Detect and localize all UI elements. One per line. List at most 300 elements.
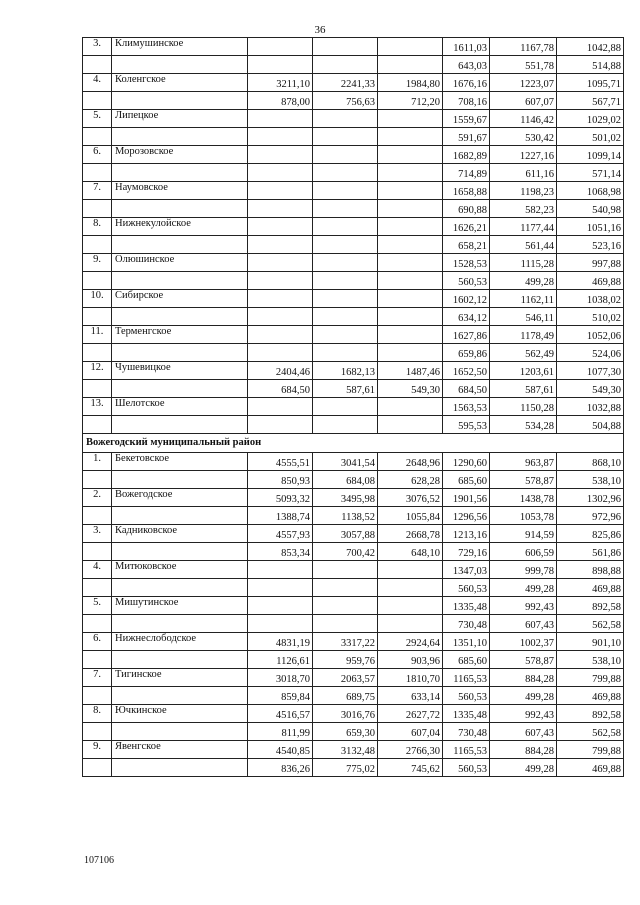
row-number: 7. [83,182,112,200]
value-cell: 1032,88 [557,398,624,416]
value-cell: 1438,78 [490,489,557,507]
value-cell: 684,50 [443,380,490,398]
value-cell: 1302,96 [557,489,624,507]
empty-cell [112,759,248,777]
value-cell: 730,48 [443,723,490,741]
empty-cell [83,651,112,669]
value-cell: 1627,86 [443,326,490,344]
value-cell: 1178,49 [490,326,557,344]
table-row [83,615,624,633]
row-number: 6. [83,146,112,164]
value-cell: 2924,64 [378,633,443,651]
empty-cell [83,164,112,182]
value-cell: 2668,78 [378,525,443,543]
value-cell: 799,88 [557,669,624,687]
table-row [83,308,624,326]
row-number: 5. [83,597,112,615]
value-cell: 3057,88 [313,525,378,543]
value-cell: 811,99 [248,723,313,741]
value-cell [378,200,443,218]
value-cell: 3041,54 [313,453,378,471]
settlement-name: Климушинское [112,38,248,56]
empty-cell [83,344,112,362]
value-cell: 1203,61 [490,362,557,380]
value-cell: 551,78 [490,56,557,74]
value-cell: 2648,96 [378,453,443,471]
table-row [83,110,624,128]
value-cell: 562,58 [557,723,624,741]
settlement-name: Мишутинское [112,597,248,615]
value-cell: 2627,72 [378,705,443,723]
value-cell [313,561,378,579]
value-cell: 884,28 [490,741,557,759]
table-row [83,489,624,507]
value-cell: 562,49 [490,344,557,362]
value-cell: 4516,57 [248,705,313,723]
value-cell: 1227,16 [490,146,557,164]
value-cell: 1099,14 [557,146,624,164]
row-number: 9. [83,741,112,759]
value-cell [378,344,443,362]
value-cell: 1563,53 [443,398,490,416]
empty-cell [83,200,112,218]
value-cell: 658,21 [443,236,490,254]
value-cell [313,236,378,254]
settlement-name: Нижнеслободское [112,633,248,651]
value-cell: 469,88 [557,272,624,290]
value-cell: 2241,33 [313,74,378,92]
value-cell: 745,62 [378,759,443,777]
value-cell [313,416,378,434]
value-cell: 659,86 [443,344,490,362]
settlement-name: Нижнекулойское [112,218,248,236]
value-cell: 534,28 [490,416,557,434]
table-row [83,651,624,669]
value-cell: 708,16 [443,92,490,110]
value-cell: 582,23 [490,200,557,218]
value-cell: 501,02 [557,128,624,146]
empty-cell [112,579,248,597]
tariff-table [82,37,624,777]
value-cell: 972,96 [557,507,624,525]
table-row [83,561,624,579]
table-row [83,56,624,74]
value-cell: 549,30 [378,380,443,398]
value-cell: 685,60 [443,471,490,489]
row-number: 3. [83,38,112,56]
table-section-bottom [83,453,624,777]
value-cell: 628,28 [378,471,443,489]
value-cell: 633,14 [378,687,443,705]
value-cell [313,200,378,218]
value-cell [313,272,378,290]
value-cell: 607,43 [490,615,557,633]
table-row [83,254,624,272]
settlement-name: Олюшинское [112,254,248,272]
value-cell: 775,02 [313,759,378,777]
value-cell: 1487,46 [378,362,443,380]
table-row [83,741,624,759]
value-cell: 1528,53 [443,254,490,272]
empty-cell [83,92,112,110]
value-cell: 1335,48 [443,597,490,615]
value-cell: 999,78 [490,561,557,579]
row-number: 2. [83,489,112,507]
document-code: 107106 [84,855,114,866]
value-cell [248,290,313,308]
value-cell: 684,08 [313,471,378,489]
value-cell [248,128,313,146]
value-cell: 685,60 [443,651,490,669]
value-cell: 587,61 [490,380,557,398]
row-number: 12. [83,362,112,380]
value-cell [248,416,313,434]
value-cell: 868,10 [557,453,624,471]
empty-cell [112,92,248,110]
empty-cell [83,236,112,254]
value-cell [248,597,313,615]
value-cell [378,326,443,344]
value-cell: 892,58 [557,597,624,615]
value-cell: 1652,50 [443,362,490,380]
value-cell: 1611,03 [443,38,490,56]
value-cell: 1150,28 [490,398,557,416]
empty-cell [83,543,112,561]
value-cell: 1296,56 [443,507,490,525]
empty-cell [83,723,112,741]
value-cell: 853,34 [248,543,313,561]
value-cell: 1095,71 [557,74,624,92]
empty-cell [112,344,248,362]
value-cell [378,254,443,272]
table-row [83,507,624,525]
settlement-name: Шелотское [112,398,248,416]
value-cell: 1658,88 [443,182,490,200]
value-cell [378,38,443,56]
value-cell: 1068,98 [557,182,624,200]
value-cell: 530,42 [490,128,557,146]
value-cell: 1055,84 [378,507,443,525]
value-cell: 504,88 [557,416,624,434]
value-cell [248,182,313,200]
value-cell: 2766,30 [378,741,443,759]
table-section-top [83,38,624,434]
empty-cell [112,723,248,741]
value-cell [313,218,378,236]
table-row [83,74,624,92]
row-number: 4. [83,74,112,92]
settlement-name: Липецкое [112,110,248,128]
value-cell: 1165,53 [443,669,490,687]
table-row [83,272,624,290]
value-cell [248,272,313,290]
table-row [83,398,624,416]
empty-cell [83,615,112,633]
value-cell: 1676,16 [443,74,490,92]
empty-cell [112,687,248,705]
value-cell [378,416,443,434]
value-cell: 560,53 [443,759,490,777]
empty-cell [112,200,248,218]
section-row [83,434,624,453]
value-cell: 643,03 [443,56,490,74]
value-cell: 1052,06 [557,326,624,344]
value-cell: 714,89 [443,164,490,182]
value-cell: 4540,85 [248,741,313,759]
empty-cell [83,471,112,489]
empty-cell [83,416,112,434]
value-cell: 3211,10 [248,74,313,92]
table-row [83,525,624,543]
value-cell: 898,88 [557,561,624,579]
table-row [83,218,624,236]
value-cell [313,38,378,56]
section-title: Вожегодский муниципальный район [83,434,624,453]
settlement-name: Бекетовское [112,453,248,471]
value-cell: 560,53 [443,687,490,705]
row-number: 6. [83,633,112,651]
value-cell: 712,20 [378,92,443,110]
empty-cell [112,164,248,182]
value-cell: 1984,80 [378,74,443,92]
settlement-name: Чушевицкое [112,362,248,380]
value-cell [248,615,313,633]
value-cell: 1602,12 [443,290,490,308]
value-cell: 540,98 [557,200,624,218]
value-cell: 567,71 [557,92,624,110]
empty-cell [112,543,248,561]
empty-cell [112,128,248,146]
value-cell: 3018,70 [248,669,313,687]
table-row [83,146,624,164]
row-number: 5. [83,110,112,128]
value-cell [313,326,378,344]
value-cell [313,308,378,326]
table-row [83,633,624,651]
value-cell: 634,12 [443,308,490,326]
value-cell: 1290,60 [443,453,490,471]
empty-cell [83,579,112,597]
value-cell [248,38,313,56]
value-cell: 499,28 [490,272,557,290]
settlement-name: Наумовское [112,182,248,200]
value-cell: 992,43 [490,705,557,723]
settlement-name: Явенгское [112,741,248,759]
settlement-name: Коленгское [112,74,248,92]
table-row [83,543,624,561]
settlement-name: Кадниковское [112,525,248,543]
value-cell [313,128,378,146]
row-number: 8. [83,218,112,236]
value-cell [248,326,313,344]
value-cell: 499,28 [490,579,557,597]
value-cell [378,56,443,74]
value-cell: 959,76 [313,651,378,669]
value-cell: 799,88 [557,741,624,759]
value-cell: 1038,02 [557,290,624,308]
row-number: 1. [83,453,112,471]
empty-cell [112,416,248,434]
value-cell: 1198,23 [490,182,557,200]
value-cell: 2063,57 [313,669,378,687]
value-cell: 730,48 [443,615,490,633]
value-cell: 499,28 [490,759,557,777]
value-cell [378,146,443,164]
value-cell: 595,53 [443,416,490,434]
empty-cell [83,687,112,705]
value-cell: 1347,03 [443,561,490,579]
empty-cell [112,380,248,398]
value-cell [248,254,313,272]
row-number: 4. [83,561,112,579]
value-cell: 700,42 [313,543,378,561]
table-row [83,164,624,182]
value-cell: 606,59 [490,543,557,561]
value-cell: 1051,16 [557,218,624,236]
row-number: 9. [83,254,112,272]
table-row [83,182,624,200]
value-cell: 5093,32 [248,489,313,507]
value-cell [313,146,378,164]
table-row [83,723,624,741]
value-cell: 607,04 [378,723,443,741]
value-cell: 538,10 [557,651,624,669]
value-cell: 659,30 [313,723,378,741]
table-row [83,687,624,705]
value-cell [378,110,443,128]
value-cell: 4557,93 [248,525,313,543]
table-row [83,597,624,615]
value-cell [313,290,378,308]
table-row [83,471,624,489]
empty-cell [112,308,248,326]
value-cell: 549,30 [557,380,624,398]
value-cell: 1177,44 [490,218,557,236]
value-cell: 523,16 [557,236,624,254]
value-cell: 689,75 [313,687,378,705]
value-cell [378,236,443,254]
value-cell [378,579,443,597]
value-cell [313,615,378,633]
table-section-header [83,434,624,453]
settlement-name: Сибирское [112,290,248,308]
value-cell: 3132,48 [313,741,378,759]
table-row [83,669,624,687]
table-row [83,326,624,344]
value-cell: 3076,52 [378,489,443,507]
value-cell: 836,26 [248,759,313,777]
value-cell: 756,63 [313,92,378,110]
value-cell [313,398,378,416]
value-cell: 578,87 [490,471,557,489]
value-cell: 1213,16 [443,525,490,543]
empty-cell [112,471,248,489]
value-cell: 4831,19 [248,633,313,651]
settlement-name: Вожегодское [112,489,248,507]
empty-cell [83,272,112,290]
value-cell: 892,58 [557,705,624,723]
value-cell: 1810,70 [378,669,443,687]
settlement-name: Морозовское [112,146,248,164]
empty-cell [112,651,248,669]
value-cell: 1042,88 [557,38,624,56]
empty-cell [83,308,112,326]
value-cell: 729,16 [443,543,490,561]
value-cell: 611,16 [490,164,557,182]
table-row [83,453,624,471]
value-cell: 607,43 [490,723,557,741]
value-cell: 648,10 [378,543,443,561]
table-row [83,759,624,777]
value-cell: 1351,10 [443,633,490,651]
value-cell: 1126,61 [248,651,313,669]
value-cell: 587,61 [313,380,378,398]
value-cell: 1682,89 [443,146,490,164]
empty-cell [112,507,248,525]
value-cell: 4555,51 [248,453,313,471]
value-cell [378,561,443,579]
value-cell: 884,28 [490,669,557,687]
value-cell: 1165,53 [443,741,490,759]
empty-cell [112,236,248,254]
value-cell [313,579,378,597]
value-cell: 850,93 [248,471,313,489]
value-cell: 561,86 [557,543,624,561]
value-cell: 560,53 [443,579,490,597]
value-cell [248,200,313,218]
value-cell: 825,86 [557,525,624,543]
value-cell: 1682,13 [313,362,378,380]
value-cell: 524,06 [557,344,624,362]
value-cell [378,182,443,200]
value-cell [248,398,313,416]
value-cell [378,164,443,182]
value-cell: 684,50 [248,380,313,398]
value-cell [248,236,313,254]
row-number: 3. [83,525,112,543]
value-cell: 1335,48 [443,705,490,723]
value-cell: 561,44 [490,236,557,254]
value-cell [378,290,443,308]
value-cell: 591,67 [443,128,490,146]
value-cell: 1115,28 [490,254,557,272]
value-cell [313,597,378,615]
value-cell: 903,96 [378,651,443,669]
value-cell: 859,84 [248,687,313,705]
value-cell: 1167,78 [490,38,557,56]
value-cell: 997,88 [557,254,624,272]
value-cell: 1223,07 [490,74,557,92]
table-row [83,200,624,218]
empty-cell [83,56,112,74]
value-cell [378,128,443,146]
value-cell: 1901,56 [443,489,490,507]
value-cell: 992,43 [490,597,557,615]
table-row [83,38,624,56]
empty-cell [112,615,248,633]
value-cell: 1626,21 [443,218,490,236]
value-cell: 510,02 [557,308,624,326]
value-cell: 546,11 [490,308,557,326]
empty-cell [83,128,112,146]
table-row [83,128,624,146]
value-cell [313,110,378,128]
value-cell: 3317,22 [313,633,378,651]
empty-cell [83,759,112,777]
empty-cell [83,507,112,525]
row-number: 7. [83,669,112,687]
value-cell [313,164,378,182]
